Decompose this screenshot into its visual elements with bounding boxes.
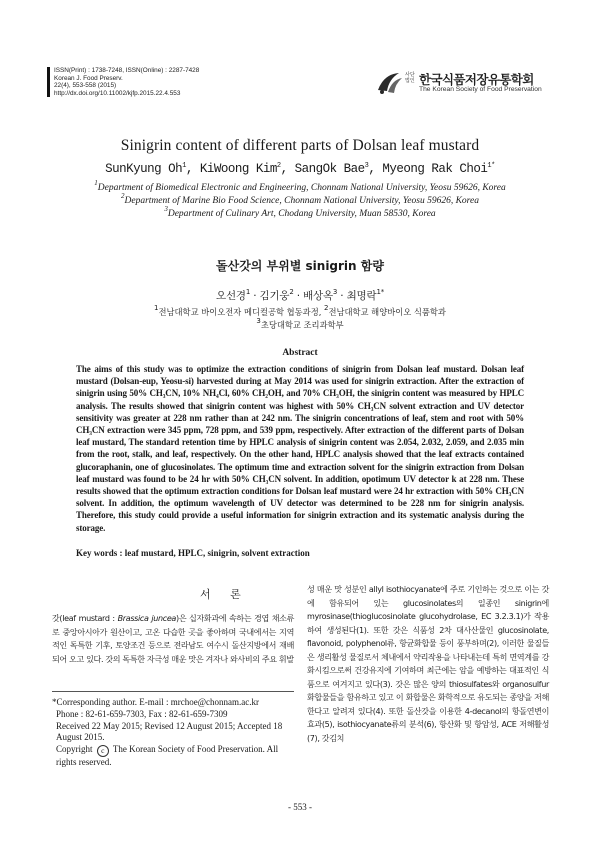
page-number: - 553 - [288,802,312,812]
affiliation-en [0,179,600,193]
intro-text: )은 십자화과에 속하는 경엽 채소류로 중앙아시아가 원산이고, 고온 다습한 곳을 좋아하며 국내에서는 지역적인 독특한 기후, 토양조건 등으로 전라남도 여수시 돌산지방에서 재배되어 오고 있다. 갓의 독특한 자극성 매운 맛은 겨자나 와사비의 주요 휘발 [52,614,295,664]
society-name-en: The Korean Society of Food Preservation [419,86,542,93]
affiliation-en [0,192,600,206]
corresponding-author: *Corresponding author. E-mail : mrchoe@chonnam.ac.kr [52,697,259,707]
affiliation-en [0,205,600,219]
abstract-body: The aims of this study was to optimize the extraction conditions of sinigrin from Dolsan leaf mustard. Dolsan leaf mustard (Dolsan-eup, Yeosu-si) harvested during at May 2014 was used for sinigrin extraction. After the extraction of sinigrin using 50% CH₃CN, 10% NH₄Cl, 60% CH₂OH, and 70% CH₃OH, the sinigrin content was measured by HPLC analysis. The results showed that sinigrin content was highest with 50% CH₃CN solvent extraction and UV detector sensitivity was greater at 228 nm rather than at 242 nm. The sinigrin concentrations of leaf, stem and root with 50% CH₃CN extraction were 345 ppm, 728 ppm, and 539 ppm, respectively. After extraction of the different parts of Dolsan leaf mustard, The standard retention time by HPLC analysis of sinigrin content was 2.054, 2.032, 2.059, and 2.035 min from the root, stalk, and leaf, respectively. On the other hand, HPLC analysis showed that the leaf extracts contained glucoraphanin, one of glucosinolates. The optimum time and extraction solvent for the sinigrin extraction from Dolsan leaf mustard was found to be 24 hr with 50% CH₃CN solvent. In addition, opotimum UV detector k at 228 nm. These results showed that the optimum extraction conditions for Dolsan leaf mustard were 24 hr extraction with 50% CH₃CN solvent. In addition, the optimum wavelength of UV detector was determined to be 228 nm for sinigrin analysis. Therefore, this study could provide a useful information for sinigrin extraction and its systematic analysis during the storage. [76,364,524,533]
author-sup: 1 [182,162,186,170]
phone-fax: Phone : 82-61-659-7303, Fax : 82-61-659-7309 [56,708,228,719]
copyright-line [52,744,294,769]
author-name-ko: 최명락 [346,290,377,302]
author-name: SunKyung Oh [105,162,183,176]
paper-title-ko: 돌산갓의 부위별 sinigrin 함량 [216,259,384,273]
affiliation-ko-text: 전남대학교 바이오전자 메디컬공학 협동과정, [158,307,322,317]
keywords: Key words : leaf mustard, HPLC, sinigrin, solvent extraction [76,548,310,558]
footnote-rule [52,691,294,692]
intro-text: 갓(leaf mustard : [52,614,118,623]
doi-link[interactable]: http://dx.doi.org/10.11002/kjfp.2015.22.4.553 [54,89,181,97]
footnote [52,697,294,769]
authors-ko: 오선경$^1$ · 김기웅$^2$ · 배상옥$^3$ · 최명락$^{1*}$ [216,288,384,302]
author-name-ko: 김기웅 [259,290,290,302]
affiliation-ko-text: 전남대학교 해양바이오 식품학과 [328,307,446,317]
affiliation-sup: 3 [256,317,261,325]
intro-paragraph: 성 매운 맛 성분인 allyl isothiocyanate에 주로 기인하는 것으로 이는 갓에 함유되어 있는 glucosinolates의 일종인 sinigrin에 myrosinase(thioglucosinolate glucohydrolase, EC 3.2.3.1)가 작용하여 생성된다(1). 또한 갓은 식품성 2차 대사산물인 glucosinolate, flavonoid, polyphenol류, 항균화합물 등이 풍부하며(2), 이러한 물질들은 생리활성 물질로서 체내에서 약리작용을 나타내는데 특히 면역계를 강화시킴으로써 건강유지에 기여하며 최근에는 암을 예방하는 대표적인 식품으로 여겨지고 있다(3). 갓은 많은 양의 thiosulfates와 organosulfur 화합물들을 함유하고 있고 이 화합물은 화학적으로 유도되는 종양을 저해한다고 알려져 있다(4). 또한 돌산갓을 이용한 4-decanol의 항돌연변이 효과(5), isothiocyanate류의 분석(6), 항산화 및 항암성, ACE 저해활성(7), 갓김치 [307,585,549,743]
society-name-ko: 한국식품저장유통학회 [419,72,534,87]
received-dates: Received 22 May 2015; Revised 12 August 2015; Accepted 18 August 2015. [56,720,283,743]
author-sup: 2 [289,288,294,296]
affiliation-ko-line1 [0,306,600,318]
copyright-icon: c [97,745,109,757]
meta-bar [47,67,50,97]
society-logo [375,68,545,98]
author-name-ko: 배상옥 [303,290,333,302]
author-name: SangOk Bae [294,162,365,176]
author-name-ko: 오선경 [216,290,246,302]
society-small-label: 사단 법인 [405,72,415,84]
copyright-pre: Copyright [56,744,93,755]
authors-en: SunKyung Oh$^1$, KiWoong Kim$^2$, SangOk Bae$^3$, Myeong Rak Choi$^{1*}$ [105,162,495,176]
affiliation-text: Department of Biomedical Electronic and Engineering, Chonnam National University, Yeosu 59626, Korea [97,183,506,193]
author-sup: 1 [245,288,251,296]
section-heading-introduction: 서 론 [200,588,249,601]
affiliation-sup: 1 [154,304,159,312]
affiliation-sup: 3 [164,205,168,213]
affiliation-sup: 2 [324,304,329,312]
copyright-post: The Korean Society of Food Preservation. All rights reserved. [56,744,279,768]
volume-pages: 22(4), 553-558 (2015) [54,82,117,90]
author-sup: 2 [276,162,281,170]
journal-meta [54,67,199,97]
journal-abbrev: Korean J. Food Preserv. [54,74,123,82]
affiliation-text: Department of Culinary Art, Chodang University, Muan 58530, Korea [167,209,436,219]
intro-left-column [52,612,294,666]
author-sup: 1* [487,162,495,170]
author-sup: 1* [376,288,384,296]
author-name: KiWoong Kim [199,162,277,176]
affiliation-sup: 1 [94,179,98,187]
abstract-heading: Abstract [282,348,318,358]
issn-line: ISSN(Print) : 1738-7248, ISSN(Online) : 2287-7428 [54,67,200,74]
intro-paragraph [52,612,294,666]
intro-right-column [307,583,549,745]
author-name: Myeong Rak Choi [382,162,488,176]
affiliation-ko-text: 초당대학교 조리과학부 [260,320,344,330]
society-emblem-icon [375,70,405,96]
author-sup: 3 [364,162,369,170]
species-name: Brassica juncea [117,614,177,623]
author-sup: 3 [332,288,338,296]
affiliation-text: Department of Marine Bio Food Science, Chonnam National University, Yeosu 59626, Korea [124,196,479,206]
affiliation-ko-line2 [0,319,600,331]
affiliation-sup: 2 [121,192,125,200]
paper-title-en: Sinigrin content of different parts of Dolsan leaf mustard [120,137,480,154]
